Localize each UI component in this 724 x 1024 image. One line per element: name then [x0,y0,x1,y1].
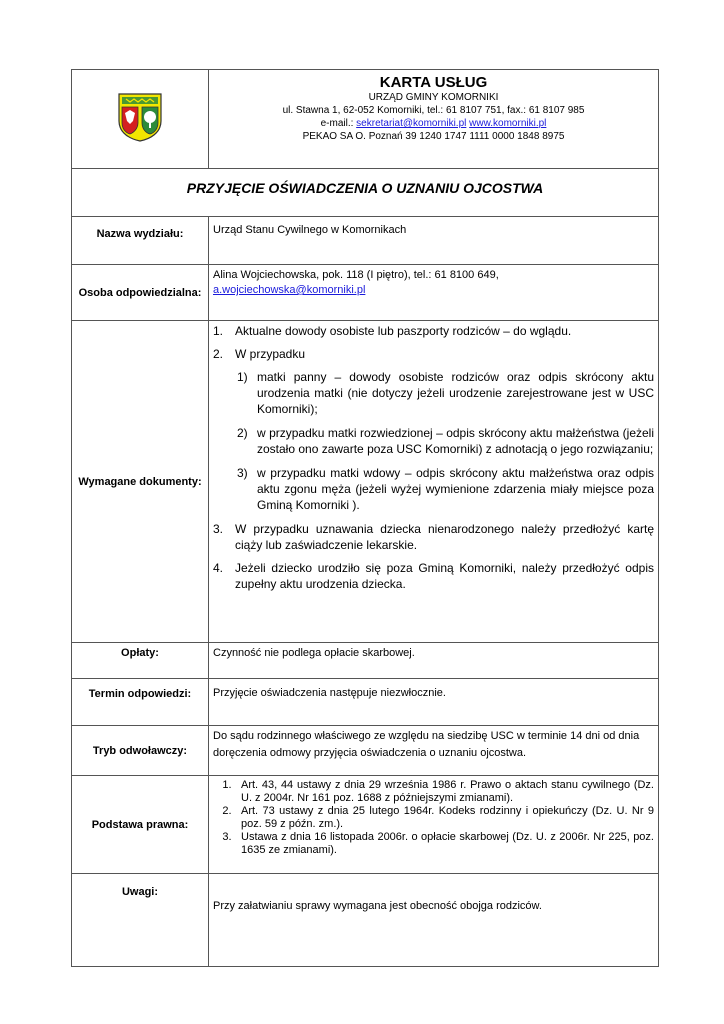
department-label: Nazwa wydziału: [96,228,184,240]
row-appeal-procedure [72,726,659,776]
list-item-text: Art. 43, 44 ustawy z dnia 29 września 1986 r. Prawo o aktach stanu cywilnego (Dz. U. z 2004r. Nr 161 poz. 1688 z późniejszymi zmianami). [241,779,654,804]
response-time-label: Termin odpowiedzi: [88,688,192,700]
list-item [213,779,654,805]
header-row [72,70,659,169]
sub-list-item [237,465,654,513]
list-item [213,831,654,857]
list-item-number: 3. [222,831,232,843]
row-notes [72,874,659,967]
sub-item-number: 3) [237,466,248,480]
row-responsible-person [72,265,659,321]
list-item-text: W przypadku uznawania dziecka nienarodzonego należy przedłożyć kartę ciąży lub zaświadczenie lekarskie. [235,522,654,552]
list-item-number: 1. [222,779,232,791]
komorniki-crest-logo [116,91,164,143]
row-legal-basis [72,776,659,874]
department-value: Urząd Stanu Cywilnego w Komornikach [209,217,659,265]
fees-label: Opłaty: [121,647,159,659]
title-cell [72,169,659,217]
list-item-number: 1. [213,324,224,338]
row-required-documents [72,321,659,643]
email-prefix: e-mail.: [320,118,357,129]
list-item [213,521,654,553]
contact-line [209,117,658,130]
legal-basis-list [209,776,658,857]
list-item-text: Art. 73 ustawy z dnia 25 lutego 1964r. Kodeks rodzinny i opiekuńczy (Dz. U. Nr 9 poz. 59 z późn. zm.). [241,805,654,830]
logo-cell [72,70,209,169]
response-time-value: Przyjęcie oświadczenia następuje niezwłocznie. [209,679,659,726]
label-cell [72,643,209,679]
row-department [72,217,659,265]
responsible-person-email-link[interactable]: a.wojciechowska@komorniki.pl [213,284,366,296]
list-item-text: W przypadku [235,347,306,361]
list-item-number: 3. [213,522,224,536]
list-item [213,346,654,362]
office-email-link[interactable]: sekretariat@komorniki.pl [356,118,467,129]
office-name: URZĄD GMINY KOMORNIKI [368,92,499,103]
sub-item-text: w przypadku matki wdowy – odpis skrócony aktu małżeństwa oraz odpis aktu zgonu męża (jeżeli wyżej wymienione zdarzenia miały miejsce poza Gminą Komorniki ). [257,466,654,512]
list-item [213,805,654,831]
sub-item-text: matki panny – dowody osobiste rodziców oraz odpis skrócony aktu urodzenia matki (nie dotyczy jeżeli urodzenie zarejestrowane jest w USC Komorniki); [257,370,654,416]
list-item-text: Ustawa z dnia 16 listopada 2006r. o opłacie skarbowej (Dz. U. z 2006r. Nr 225, poz. 1635 ze zmianami). [241,831,654,856]
label-cell [72,217,209,265]
website-link[interactable]: www.komorniki.pl [469,118,547,129]
responsible-person-text: Alina Wojciechowska, pok. 118 (I piętro), tel.: 61 8100 649, [213,269,499,281]
bank-account: PEKAO SA O. Poznań 39 1240 1747 1111 0000 1848 8975 [302,131,565,142]
label-cell [72,679,209,726]
list-item-text: Aktualne dowody osobiste lub paszporty rodziców – do wglądu. [235,324,572,338]
notes-value: Przy załatwianiu sprawy wymagana jest obecność obojga rodziców. [209,874,659,967]
sub-list-item [237,369,654,417]
sub-item-text: w przypadku matki rozwiedzionej – odpis skrócony aktu małżeństwa (jeżeli zostało ono zawarte poza USC Komorniki) z adnotacją o jego rozwiązaniu; [257,426,654,456]
service-card-table [71,69,659,967]
list-item-text: Jeżeli dziecko urodziło się poza Gminą Komorniki, należy przedłożyć odpis zupełny aktu urodzenia dziecka. [235,561,654,591]
sub-item-number: 2) [237,426,248,440]
list-item [213,323,654,339]
document-title: PRZYJĘCIE OŚWIADCZENIA O UZNANIU OJCOSTWA [186,180,544,196]
required-documents-list [209,321,658,592]
responsible-person-label: Osoba odpowiedzialna: [72,265,209,321]
list-item-number: 2. [213,347,224,361]
appeal-procedure-label: Tryb odwoławczy: [72,726,209,776]
legal-basis-cell [209,776,659,874]
title-row [72,169,659,217]
list-item-number: 2. [222,805,232,817]
sub-list-item [237,425,654,457]
row-response-time [72,679,659,726]
fees-value: Czynność nie podlega opłacie skarbowej. [209,643,659,679]
header-cell [209,70,659,169]
responsible-person-value [209,265,659,321]
appeal-procedure-value: Do sądu rodzinnego właściwego ze względu na siedzibę USC w terminie 14 dni od dnia doręczenia odmowy przyjęcia oświadczenia o uznaniu ojcostwa. [209,726,659,776]
notes-label: Uwagi: [121,886,159,898]
list-item [213,560,654,592]
required-documents-cell [209,321,659,643]
card-title: KARTA USŁUG [379,74,488,91]
office-address: ul. Stawna 1, 62-052 Komorniki, tel.: 61 8107 751, fax.: 61 8107 985 [282,105,585,116]
list-item-number: 4. [213,561,224,575]
sub-item-number: 1) [237,370,248,384]
required-documents-label: Wymagane dokumenty: [72,321,209,643]
legal-basis-label: Podstawa prawna: [72,776,209,874]
row-fees [72,643,659,679]
label-cell [72,874,209,967]
